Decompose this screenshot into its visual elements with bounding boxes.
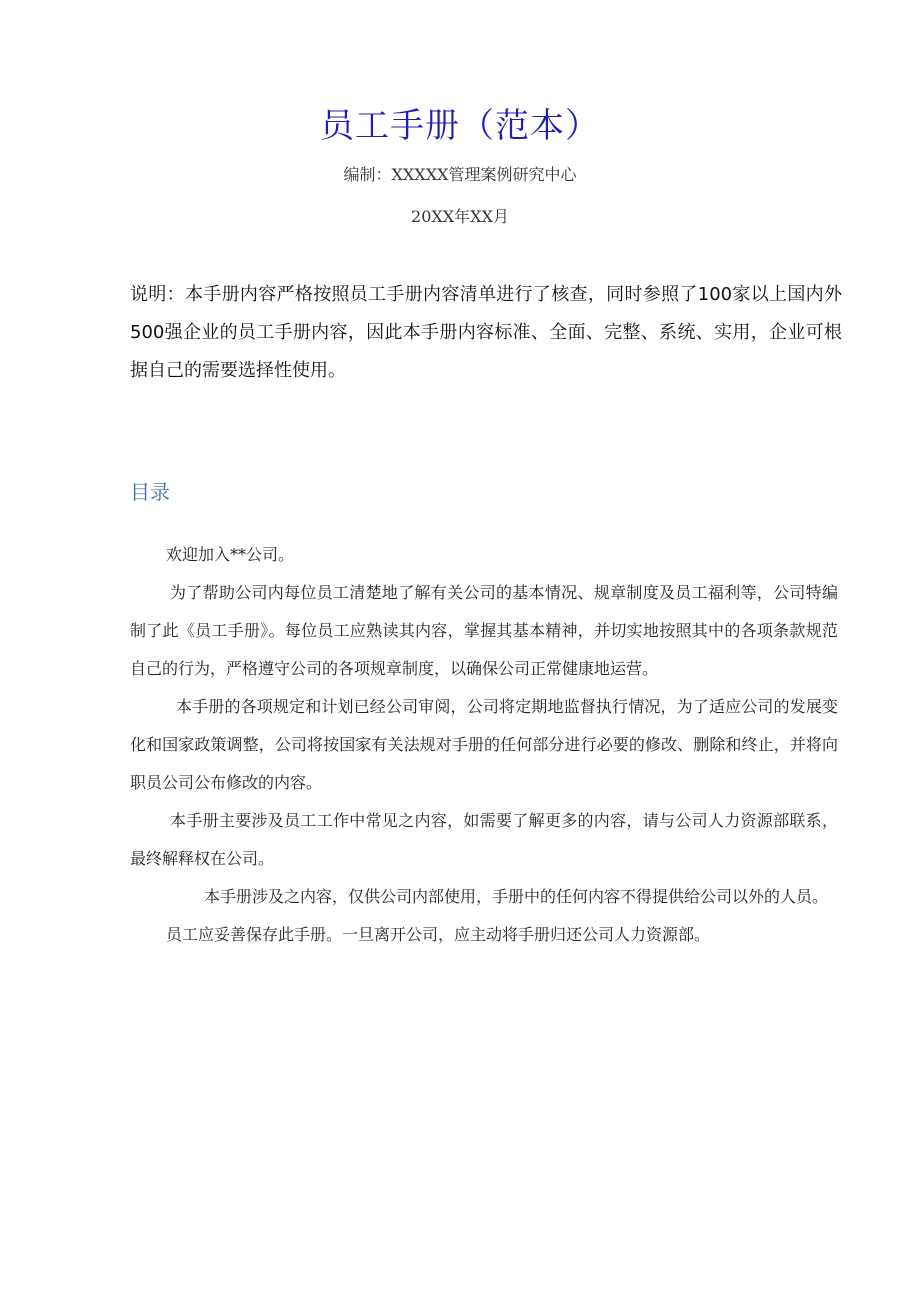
paragraph-purpose: 为了帮助公司内每位员工清楚地了解有关公司的基本情况、规章制度及员工福利等，公司特编制了此《员工手册》。每位员工应熟读其内容，掌握其基本精神，并切实地按照其中的各项条款规范自己的行为，严格遵守公司的各项规章制度，以确保公司正常健康地运营。 — [130, 583, 838, 678]
paragraph-confidentiality: 本手册涉及之内容，仅供公司内部使用，手册中的任何内容不得提供给公司以外的人员。 — [204, 887, 829, 906]
usage-note: 说明：本手册内容严格按照员工手册内容清单进行了核查，同时参照了100家以上国内外500强企业的员工手册内容，因此本手册内容标准、全面、完整、系统、实用，企业可根据自己的需要选择性使用。 — [130, 284, 842, 381]
paragraph-welcome: 欢迎加入**公司。 — [166, 545, 295, 564]
date-line: 20XX年XX月 — [411, 207, 509, 226]
body-text — [130, 536, 838, 954]
paragraph-review: 本手册的各项规定和计划已经公司审阅，公司将定期地监督执行情况，为了适应公司的发展变化和国家政策调整，公司将按国家有关法规对手册的任何部分进行必要的修改、删除和终止，并将向职员公司公布修改的内容。 — [130, 697, 838, 792]
paragraph-return-handbook: 员工应妥善保存此手册。一旦离开公司，应主动将手册归还公司人力资源部。 — [166, 925, 711, 944]
author-line: 编制：XXXXX管理案例研究中心 — [343, 165, 577, 184]
paragraph-scope: 本手册主要涉及员工工作中常见之内容，如需要了解更多的内容，请与公司人力资源部联系，最终解释权在公司。 — [130, 811, 838, 868]
toc-heading: 目录 — [130, 480, 170, 504]
document-title: 员工手册（范本） — [320, 106, 600, 146]
